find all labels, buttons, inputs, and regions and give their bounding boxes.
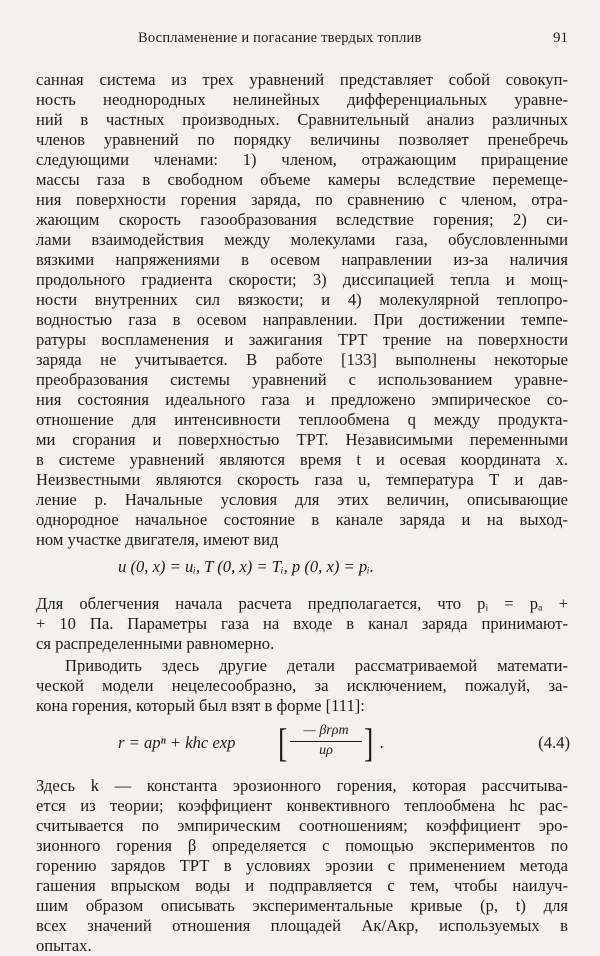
text-line: гашения впрыском воды и подправляется с тем, чтобы наилуч- <box>36 876 568 895</box>
text-line: ся распределенными равномерно. <box>36 634 275 653</box>
text-line: вязкими напряжениями в осевом направлении из-за наличия <box>36 250 568 269</box>
fraction-bar <box>290 741 362 742</box>
text-line: ление p. Начальные условия для этих величин, описывающие <box>36 490 568 509</box>
text-line: преобразования системы уравнений с использованием уравне- <box>36 370 568 389</box>
text-line: горению зарядов ТРТ в условиях эрозии с применением метода <box>36 856 568 875</box>
text-line: Неизвестными являются скорость газа u, температура T и дав- <box>36 470 568 489</box>
text-line: всех значений отношения площадей Aк/Aкр, используемых в <box>36 916 568 935</box>
text-line: следующими членами: 1) членом, отражающим приращение <box>36 150 568 169</box>
text-line: Здесь k — константа эрозионного горения, которая рассчитыва- <box>36 776 568 795</box>
text-line: ности внутренних сил вязкости; и 4) молекулярной теплопро- <box>36 290 568 309</box>
formula-lhs: r = apⁿ + khc exp <box>118 733 236 752</box>
text-line: отношение для интенсивности теплообмена q между продукта- <box>36 410 568 429</box>
text-line: ния поверхности горения заряда, по сравнению с членом, отра- <box>36 190 568 209</box>
text-line: заряда не учитывается. В работе [133] выполнены некоторые <box>36 350 568 369</box>
left-bracket: [ <box>277 720 288 765</box>
text-line: + 10 Па. Параметры газа на входе в канал заряда принимают- <box>36 614 568 633</box>
text-line: в системе уравнений являются время t и осевая координата x. <box>36 450 568 469</box>
text-line: массы газа в свободном объеме камеры вследствие перемеще- <box>36 170 568 189</box>
page-header <box>36 30 568 50</box>
text-line: водностью газа в осевом направлении. При достижении темпе- <box>36 310 568 329</box>
initial-conditions-equation: u (0, x) = uᵢ, T (0, x) = Tᵢ, p (0, x) = pᵢ. <box>118 557 374 576</box>
text-line: ратуры воспламенения и зажигания ТРТ трение на поверхности <box>36 330 568 349</box>
fraction-numerator: — βrρт <box>303 723 349 738</box>
text-line: ми сгорания и поверхностью ТРТ. Независимыми переменными <box>36 430 568 449</box>
fraction <box>290 723 362 759</box>
formula-period: . <box>380 733 385 752</box>
text-line: ческой модели нецелесообразно, за исключением, пожалуй, за- <box>36 676 568 695</box>
text-line: жающим скорость газообразования вследствие горения; 2) си- <box>36 210 568 229</box>
right-bracket: ] <box>363 720 374 765</box>
text-line: считывается по эмпирическим соотношениям; коэффициент эро- <box>36 816 568 835</box>
text-line: членов уравнений по порядку величины позволяет пренебречь <box>36 130 568 149</box>
equation-number: (4.4) <box>538 733 570 752</box>
fraction-denominator: uρ <box>319 743 333 758</box>
text-line: кона горения, который был взят в форме [111]: <box>36 696 365 715</box>
running-title: Воспламенение и погасание твердых топлив <box>138 30 422 46</box>
text-line: шим образом описывать экспериментальные кривые (p, t) для <box>36 896 568 915</box>
text-line: зионного горения β определяется с помощью экспериментов по <box>36 836 568 855</box>
text-line: ния состояния идеального газа и предложено эмпирическое со- <box>36 390 568 409</box>
text-line: однородное начальное состояние в канале заряда и на выход- <box>36 510 568 529</box>
text-line: опытах. <box>36 936 92 955</box>
text-line: ном участке двигателя, имеют вид <box>36 530 279 549</box>
page-number: 91 <box>553 30 568 46</box>
text-line: ность неоднородных нелинейных дифференциальных уравне- <box>36 90 568 109</box>
text-line: лами взаимодействия между молекулами газа, обусловленными <box>36 230 568 249</box>
text-line: Для облегчения начала расчета предполагается, что pᵢ = pₐ + <box>36 594 568 613</box>
text-line: продольного градиента скорости; 3) диссипацией тепла и мощ- <box>36 270 568 289</box>
text-line: ется из теории; коэффициент конвективного теплообмена hc рас- <box>36 796 568 815</box>
text-line: санная система из трех уравнений представляет собой совокуп- <box>36 70 568 89</box>
burning-law-formula <box>118 721 570 765</box>
text-line: Приводить здесь другие детали рассматриваемой математи- <box>65 656 568 675</box>
text-line: ний в частных производных. Сравнительный анализ различных <box>36 110 568 129</box>
